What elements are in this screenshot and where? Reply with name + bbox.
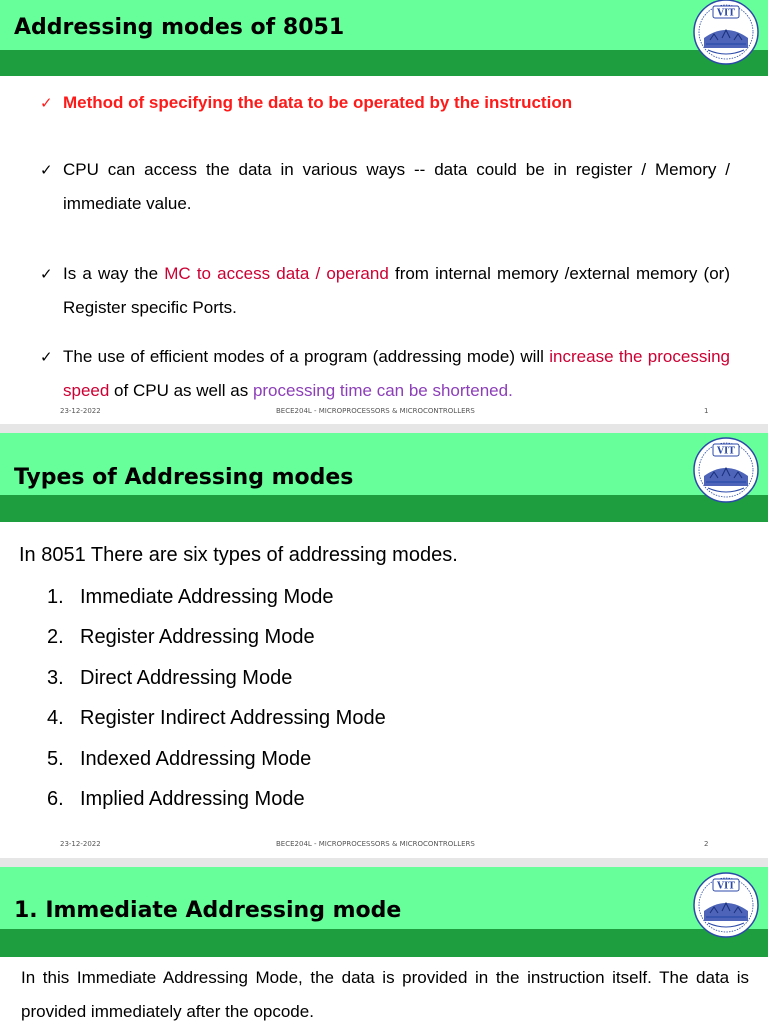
slide-2: [0, 433, 768, 858]
list-label: Register Indirect Addressing Mode: [80, 707, 386, 730]
bullet-item: [40, 153, 730, 221]
list-number: 3.: [47, 666, 64, 689]
list-item: [47, 704, 386, 744]
footer-course: BECE204L - MICROPROCESSORS & MICROCONTROLLERS: [276, 407, 475, 415]
slide-title: Addressing modes of 8051: [14, 15, 345, 40]
list-item: [47, 745, 386, 785]
footer-page-number: 2: [704, 840, 709, 848]
check-icon: ✓: [40, 161, 53, 179]
check-icon: ✓: [40, 94, 53, 112]
list-label: Register Addressing Mode: [80, 626, 315, 649]
footer-course: BECE204L - MICROPROCESSORS & MICROCONTROLLERS: [276, 840, 475, 848]
bullet-text: CPU can access the data in various ways -- data could be in register / Memory / immediate value.: [63, 160, 730, 213]
bullet-text: Method of specifying the data to be operated by the instruction: [63, 93, 573, 112]
check-icon: ✓: [40, 265, 53, 283]
slide-header-bar: [0, 50, 768, 76]
vit-logo-icon: [692, 0, 760, 66]
bullet-emphasis: increase the processing speed: [63, 347, 731, 400]
slide-title: Types of Addressing modes: [14, 465, 354, 490]
logo-text: VIT: [717, 8, 735, 19]
slide-separator: [0, 858, 768, 867]
list-label: Immediate Addressing Mode: [80, 586, 334, 608]
footer-date: 23-12-2022: [60, 840, 101, 848]
bullet-emphasis: processing time can be shortened.: [252, 381, 513, 400]
bullet-item: [40, 257, 730, 325]
slide-header-bar: [0, 495, 768, 522]
slide-separator: [0, 424, 768, 433]
bullet-item: [40, 86, 572, 120]
vit-logo-icon: [692, 871, 760, 939]
list-number: 6.: [47, 787, 64, 810]
intro-text: In 8051 There are six types of addressing modes.: [19, 544, 458, 566]
logo-text: VIT: [717, 881, 735, 892]
slide-3: [0, 867, 768, 1024]
bullet-text: The use of efficient modes of a program (addressing mode) will: [63, 347, 550, 366]
list-item: [47, 664, 386, 704]
check-icon: ✓: [40, 348, 53, 366]
footer-page-number: 1: [704, 407, 709, 415]
list-number: 4.: [47, 707, 64, 730]
list-number: 5.: [47, 747, 64, 770]
footer-date: 23-12-2022: [60, 407, 101, 415]
list-label: Direct Addressing Mode: [80, 666, 293, 689]
mode-list: [47, 583, 386, 825]
slide-header-bar: [0, 929, 768, 957]
bullet-text: from internal memory /external memory (or) Register specific Ports.: [63, 264, 730, 317]
bullet-text: of CPU as well as: [109, 381, 253, 400]
list-item: [47, 583, 386, 623]
list-number: 1.: [47, 586, 64, 608]
slide-title: 1. Immediate Addressing mode: [14, 898, 402, 923]
bullet-emphasis: MC to access data / operand: [164, 264, 389, 283]
slide-1: [0, 0, 768, 424]
slide-body-text: In this Immediate Addressing Mode, the data is provided in the instruction itself. The data is provided immediately after the opcode.: [21, 968, 749, 1021]
list-item: [47, 785, 386, 825]
vit-logo-icon: [692, 436, 760, 504]
bullet-item: [40, 340, 730, 408]
list-number: 2.: [47, 626, 64, 649]
bullet-text: Is a way the: [63, 264, 165, 283]
list-label: Implied Addressing Mode: [80, 787, 305, 810]
logo-text: VIT: [717, 446, 735, 457]
list-label: Indexed Addressing Mode: [80, 747, 312, 770]
list-item: [47, 623, 386, 663]
